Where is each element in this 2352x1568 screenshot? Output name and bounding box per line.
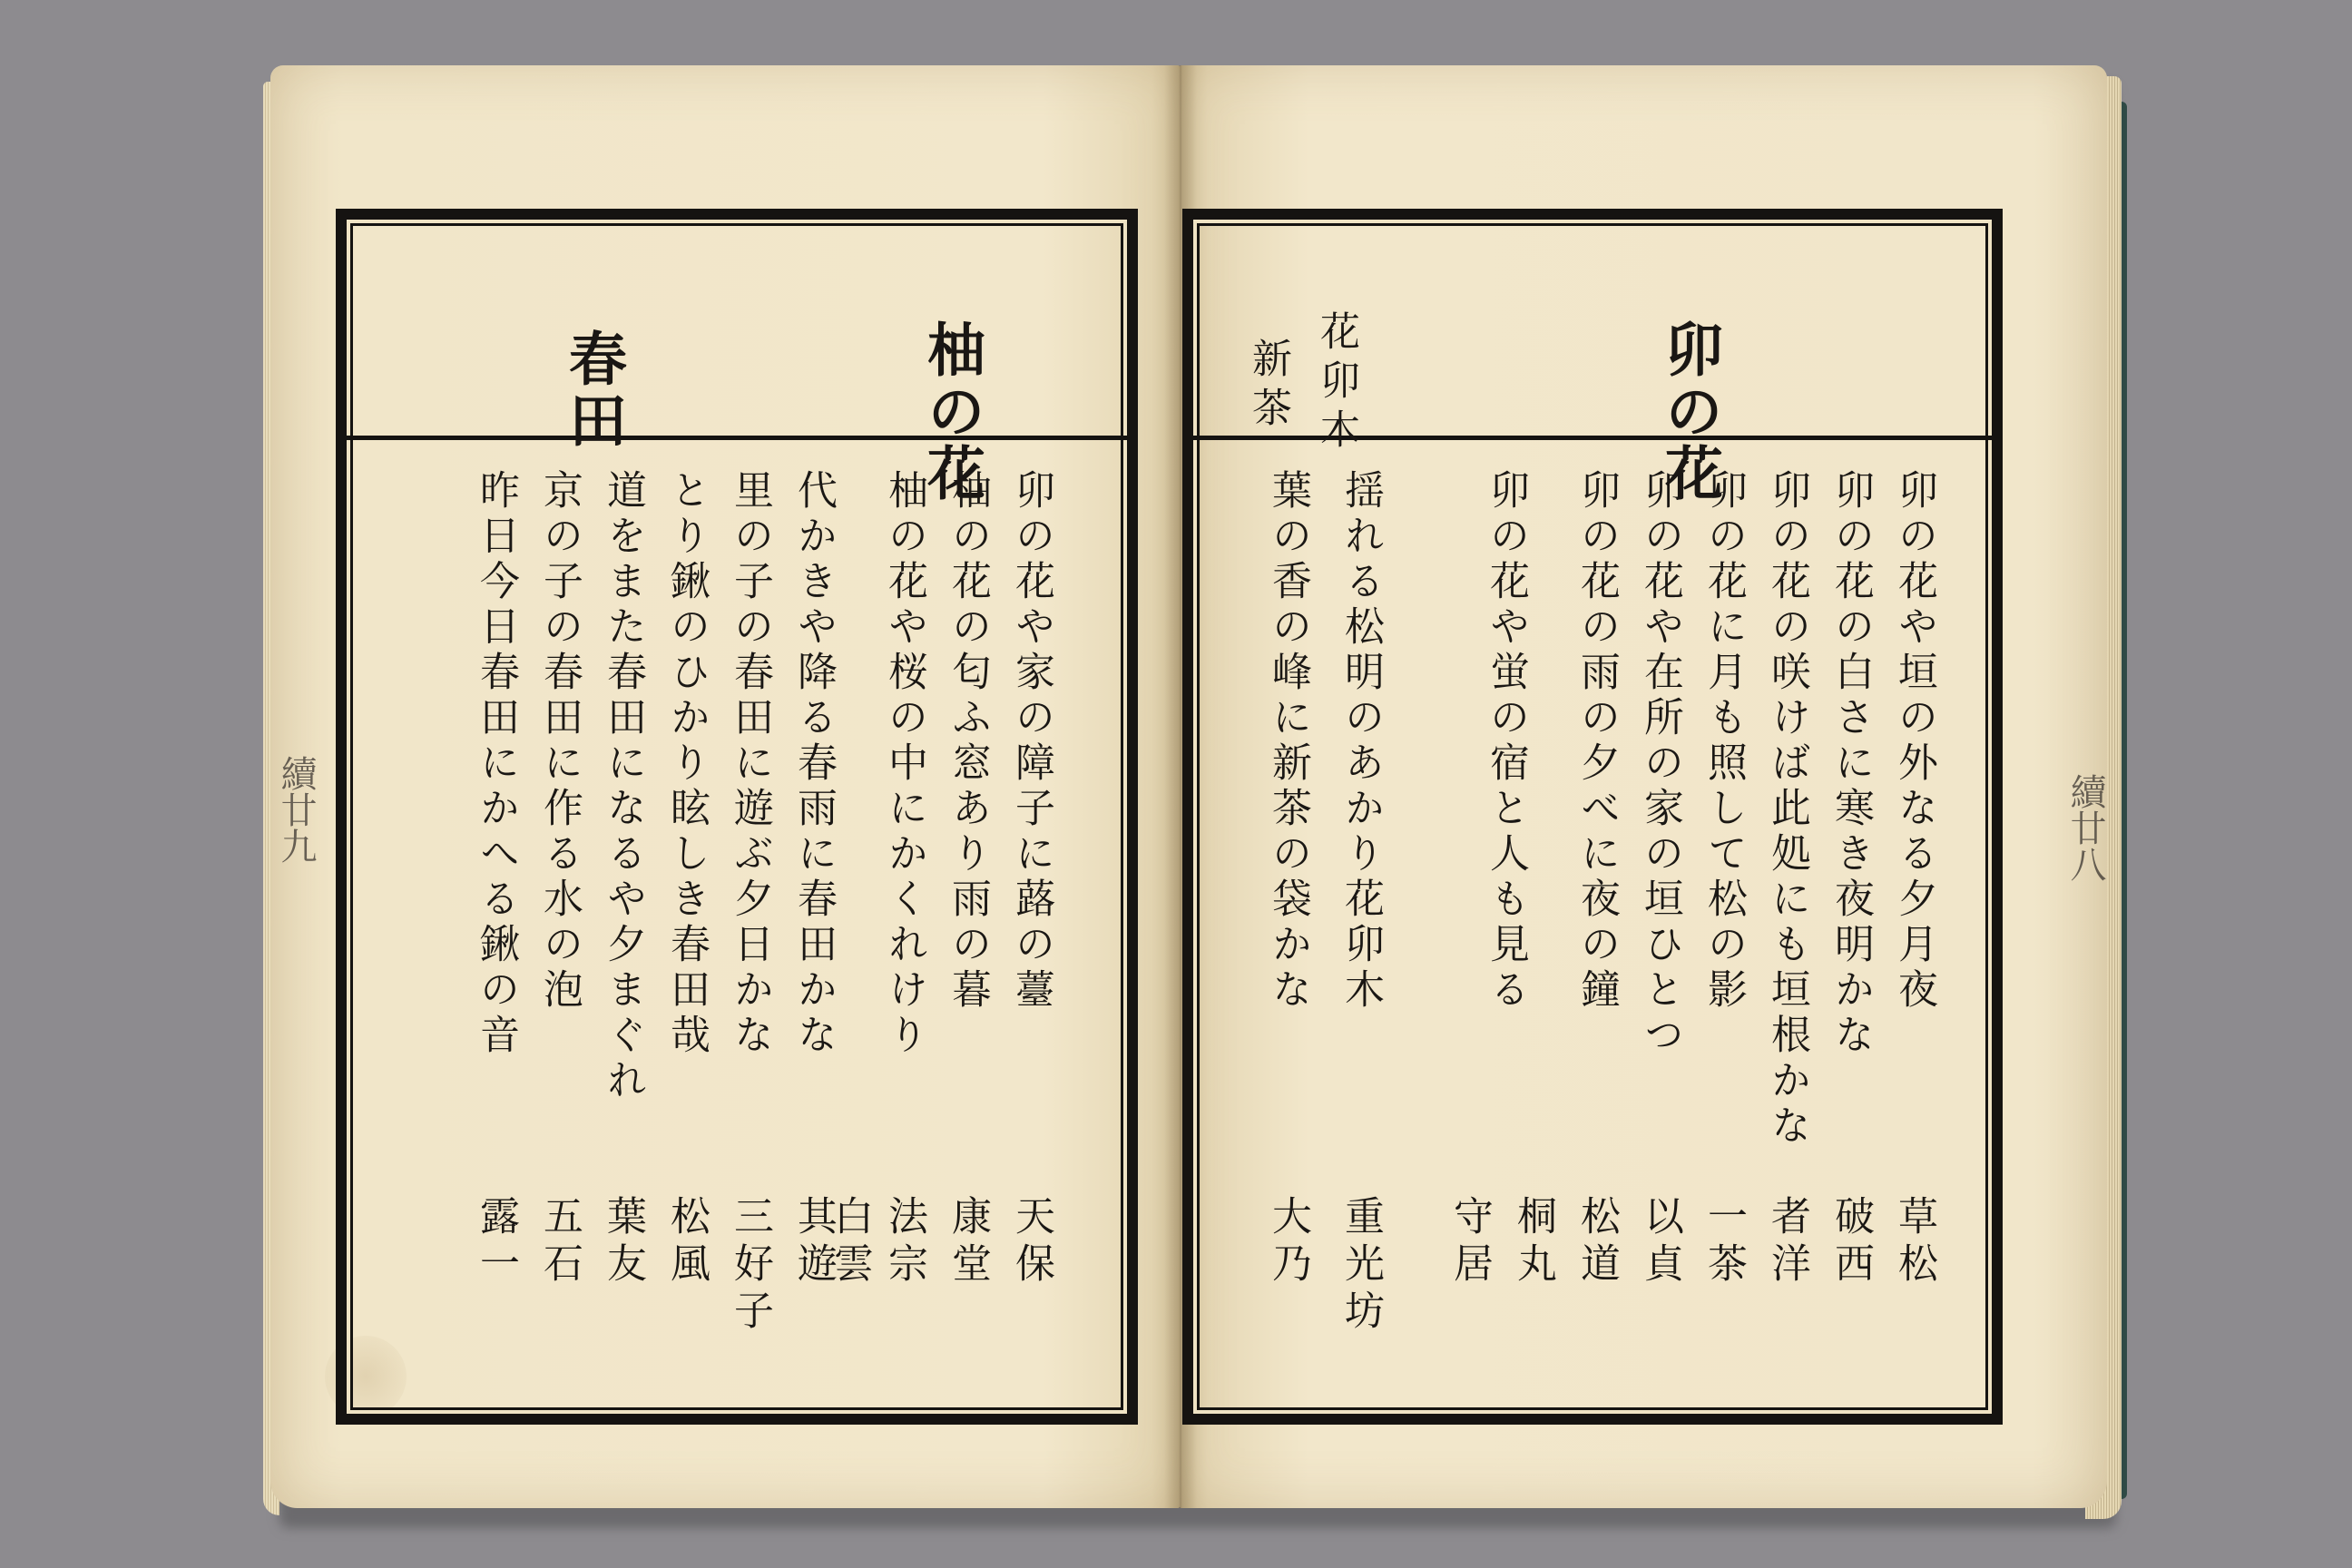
right-verse-7: 卯の花や蛍の宿と人も見る bbox=[1483, 469, 1529, 1014]
right-page-margin-note: 續廿八 bbox=[2064, 773, 2106, 882]
right-verse-9: 葉の香の峰に新茶の袋かな bbox=[1265, 469, 1311, 1014]
left-author-9: 五石 bbox=[536, 1195, 583, 1289]
right-author-4: 一茶 bbox=[1700, 1195, 1747, 1289]
right-verse-3: 卯の花の咲けば此処にも垣根かな bbox=[1764, 469, 1810, 1150]
right-verse-5: 卯の花や在所の家の垣ひとつ bbox=[1637, 469, 1683, 1059]
right-author-6: 松道 bbox=[1573, 1195, 1620, 1289]
right-author-10: 大乃 bbox=[1265, 1195, 1311, 1289]
left-author-7: 松風 bbox=[663, 1195, 710, 1289]
right-author-7: 桐丸 bbox=[1510, 1195, 1556, 1289]
right-author-3: 者洋 bbox=[1764, 1195, 1810, 1289]
right-heading-1: 卯の花 bbox=[1655, 319, 1723, 505]
left-verse-3: 柚の花や桜の中にかくれけり bbox=[881, 469, 927, 1059]
right-author-1: 草松 bbox=[1891, 1195, 1937, 1289]
right-author-9: 重光坊 bbox=[1338, 1195, 1384, 1337]
right-page-frame bbox=[1182, 209, 2003, 1425]
left-heading-1: 柚の花 bbox=[917, 319, 985, 505]
left-page-frame bbox=[336, 209, 1138, 1425]
left-verse-2: 柚の花の匂ふ窓あり雨の暮 bbox=[945, 469, 991, 1014]
right-heading-3: 新茶 bbox=[1245, 338, 1291, 436]
left-verse-7: 道をまた春田になるや夕まぐれ bbox=[600, 469, 646, 1104]
left-author-3: 法宗 bbox=[881, 1195, 927, 1289]
left-page bbox=[270, 65, 1180, 1508]
right-verse-1: 卯の花や垣の外なる夕月夜 bbox=[1891, 469, 1937, 1014]
left-verse-8: 京の子の春田に作る水の泡 bbox=[536, 469, 583, 1014]
left-page-margin-note: 續廿九 bbox=[275, 755, 317, 864]
right-author-2: 破西 bbox=[1828, 1195, 1874, 1289]
left-verse-4: 代かきや降る春雨に春田かな bbox=[790, 469, 837, 1059]
left-verse-9: 昨日今日春田にかへる鍬の音 bbox=[473, 469, 519, 1059]
left-author-8: 葉友 bbox=[600, 1195, 646, 1289]
left-author-2: 康堂 bbox=[945, 1195, 991, 1289]
right-verse-2: 卯の花の白さに寒き夜明かな bbox=[1828, 469, 1874, 1059]
left-heading-2: 春田 bbox=[559, 328, 627, 452]
right-verse-8: 揺れる松明のあかり花卯木 bbox=[1338, 469, 1384, 1014]
left-verse-5: 里の子の春田に遊ぶ夕日かな bbox=[727, 469, 773, 1059]
right-verse-4: 卯の花に月も照して松の影 bbox=[1700, 469, 1747, 1014]
left-author-6: 三好子 bbox=[727, 1195, 773, 1337]
right-author-8: 守居 bbox=[1446, 1195, 1493, 1289]
left-author-1: 天保 bbox=[1008, 1195, 1054, 1289]
right-verse-6: 卯の花の雨の夕べに夜の鐘 bbox=[1573, 469, 1620, 1014]
open-book bbox=[270, 65, 2107, 1517]
left-author-4: 白雲 bbox=[827, 1195, 873, 1289]
left-verse-6: とり鍬のひかり眩しき春田哉 bbox=[663, 469, 710, 1059]
right-author-5: 以貞 bbox=[1637, 1195, 1683, 1289]
right-heading-2: 花卯木 bbox=[1313, 310, 1359, 457]
left-author-10: 露一 bbox=[473, 1195, 519, 1289]
left-header-rule bbox=[347, 436, 1127, 440]
left-author-5: 其遊 bbox=[790, 1195, 837, 1289]
left-verse-1: 卯の花や家の障子に蕗の薹 bbox=[1008, 469, 1054, 1014]
